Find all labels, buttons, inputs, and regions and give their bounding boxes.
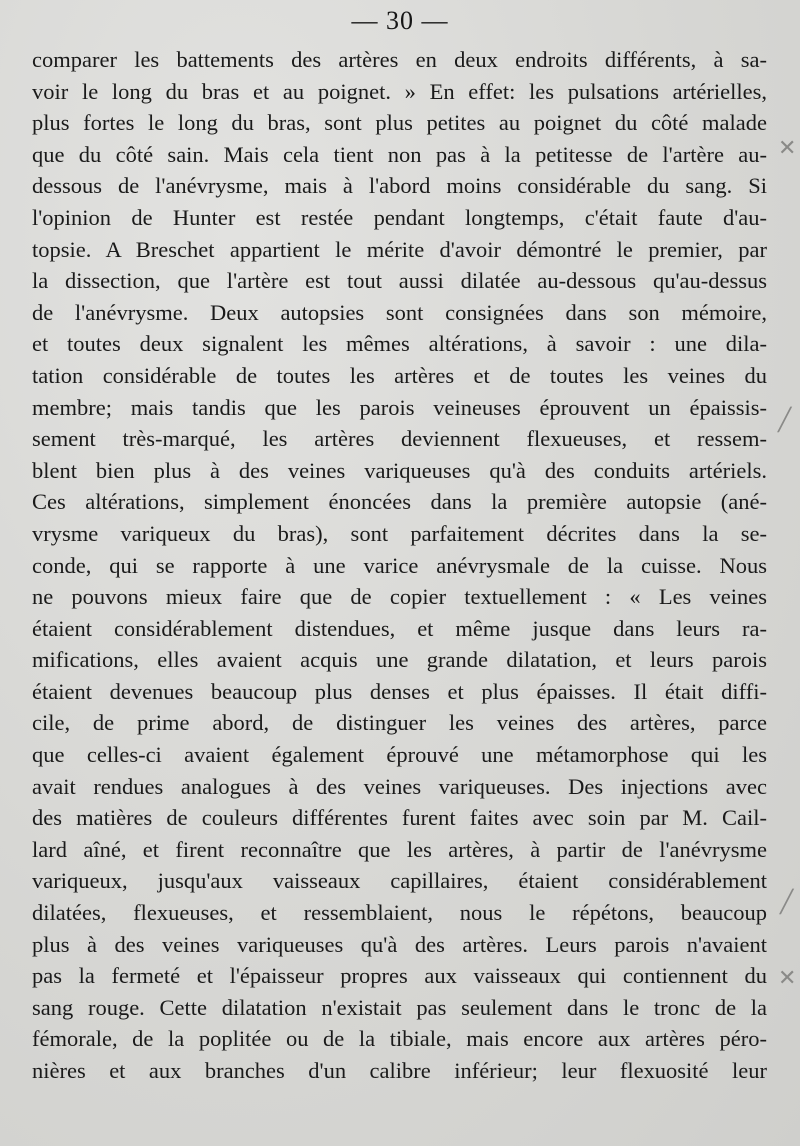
text-line: pas la fermeté et l'épaisseur propres aux vaisseaux qui contiennent du <box>32 963 767 989</box>
text-line: voir le long du bras et au poignet. » En effet: les pulsations artérielles, <box>32 78 767 104</box>
text-line: membre; mais tandis que les parois veineuses éprouvent un épaissis- <box>32 394 767 420</box>
text-line: sement très-marqué, les artères deviennent flexueuses, et ressem- <box>32 426 767 452</box>
text-line: dessous de l'anévrysme, mais à l'abord moins considérable du sang. Si <box>32 173 767 199</box>
text-line: étaient devenues beaucoup plus denses et plus épaisses. Il était diffi- <box>32 678 767 704</box>
text-line: ne pouvons mieux faire que de copier textuellement : « Les veines <box>32 584 767 610</box>
margin-mark: ╱ <box>780 890 794 915</box>
page-number: — 30 — <box>351 6 449 35</box>
text-line: dilatées, flexueuses, et ressemblaient, nous le répétons, beaucoup <box>32 900 767 926</box>
text-line: l'opinion de Hunter est restée pendant longtemps, c'était faute d'au- <box>32 204 767 230</box>
text-line: blent bien plus à des veines variqueuses qu'à des conduits artériels. <box>32 457 767 483</box>
margin-mark: ✕ <box>778 136 797 161</box>
text-line: tation considérable de toutes les artères et de toutes les veines du <box>32 362 767 388</box>
text-line: fémorale, de la poplitée ou de la tibiale, mais encore aux artères péro- <box>32 1026 767 1052</box>
text-line: topsie. A Breschet appartient le mérite d'avoir démontré le premier, par <box>32 236 767 262</box>
text-line: sang rouge. Cette dilatation n'existait pas seulement dans le tronc de la <box>32 994 767 1020</box>
text-line: étaient considérablement distendues, et même jusque dans leurs ra- <box>32 615 767 641</box>
text-line: que celles-ci avaient également éprouvé une métamorphose qui les <box>32 742 767 768</box>
text-line: la dissection, que l'artère est tout aussi dilatée au-dessous qu'au-dessus <box>32 268 767 294</box>
text-line: des matières de couleurs différentes furent faites avec soin par M. Cail- <box>32 805 767 831</box>
text-line: nières et aux branches d'un calibre inférieur; leur flexuosité leur <box>32 1058 767 1083</box>
text-line: conde, qui se rapporte à une varice anévrysmale de la cuisse. Nous <box>32 552 767 578</box>
text-line: mifications, elles avaient acquis une grande dilatation, et leurs parois <box>32 647 767 673</box>
text-line: lard aîné, et firent reconnaître que les artères, à partir de l'anévrysme <box>32 836 767 862</box>
margin-mark: ✕ <box>778 966 797 991</box>
margin-mark: ╱ <box>778 408 792 433</box>
text-line: de l'anévrysme. Deux autopsies sont consignées dans son mémoire, <box>32 299 767 325</box>
text-line: plus fortes le long du bras, sont plus petites au poignet du côté malade <box>32 110 767 136</box>
text-line: que du côté sain. Mais cela tient non pas à la petitesse de l'artère au- <box>32 141 767 167</box>
text-line: variqueux, jusqu'aux vaisseaux capillaires, étaient considérablement <box>32 868 767 894</box>
text-line: plus à des veines variqueuses qu'à des artères. Leurs parois n'avaient <box>32 931 767 957</box>
text-line: Ces altérations, simplement énoncées dans la première autopsie (ané- <box>32 489 767 515</box>
body-text <box>32 44 767 1087</box>
text-line: avait rendues analogues à des veines variqueuses. Des injections avec <box>32 773 767 799</box>
text-line: vrysme variqueux du bras), sont parfaitement décrites dans la se- <box>32 520 767 546</box>
text-line: et toutes deux signalent les mêmes altérations, à savoir : une dila- <box>32 331 767 357</box>
text-line: comparer les battements des artères en deux endroits différents, à sa- <box>32 47 767 72</box>
text-line: cile, de prime abord, de distinguer les veines des artères, parce <box>32 710 767 736</box>
